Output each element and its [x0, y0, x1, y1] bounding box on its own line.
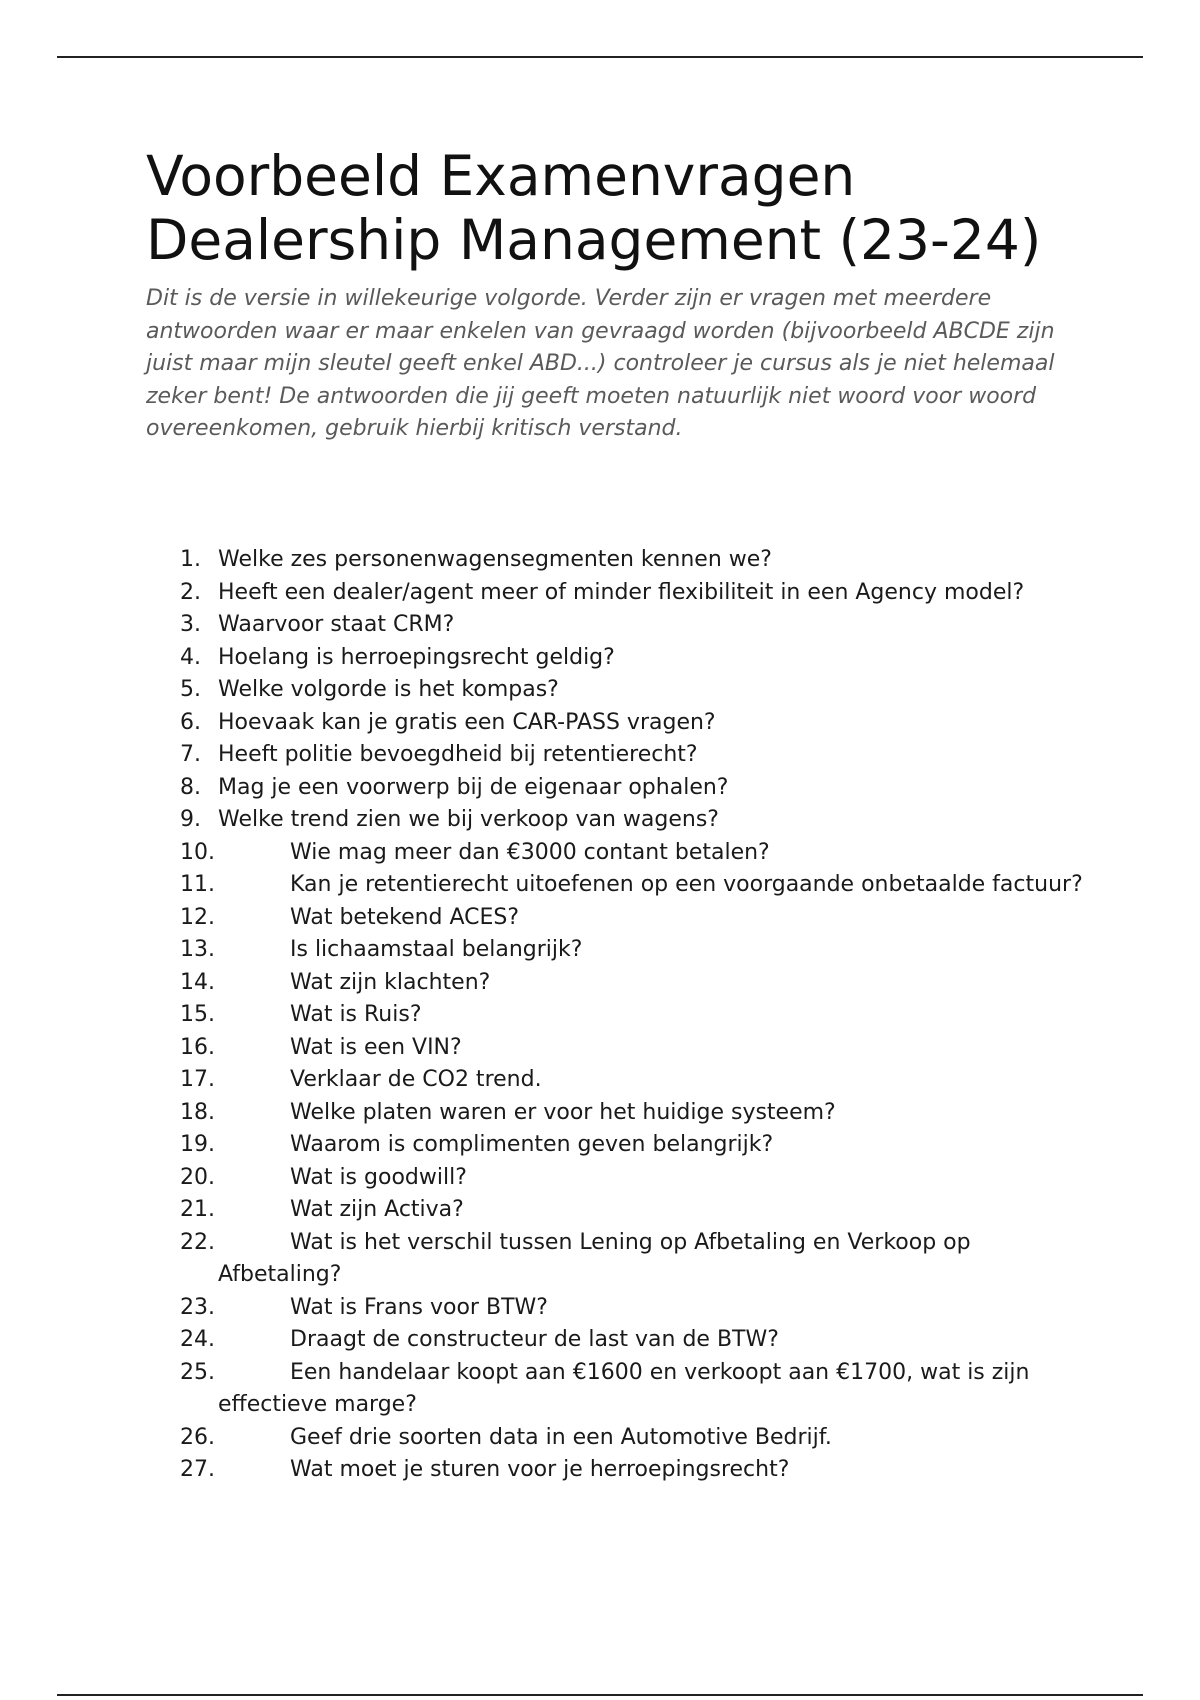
question-number: 8. — [180, 774, 201, 800]
question-text: Een handelaar koopt aan €1600 en verkoopt aan €1700, wat is zijn effectieve marge? — [218, 1359, 1030, 1417]
question-text: Wat is een VIN? — [290, 1034, 462, 1060]
question-number: 4. — [180, 644, 201, 670]
question-item — [146, 1357, 1086, 1422]
question-item — [146, 577, 1086, 610]
question-item — [146, 772, 1086, 805]
question-number: 2. — [180, 579, 201, 605]
question-number: 24. — [180, 1327, 215, 1352]
question-item — [146, 869, 1086, 902]
question-text: Waarvoor staat CRM? — [218, 612, 455, 637]
question-number: 13. — [180, 937, 215, 962]
bottom-rule — [57, 1694, 1143, 1696]
question-number: 1. — [180, 547, 201, 572]
page-title — [146, 144, 1126, 272]
question-text: Hoelang is herroepingsrecht geldig? — [218, 644, 615, 670]
question-text: Wat betekend ACES? — [290, 904, 520, 930]
question-item — [146, 1129, 1086, 1162]
title-line-1: Voorbeeld Examenvragen — [146, 144, 856, 208]
question-text: Wat is het verschil tussen Lening op Afbetaling en Verkoop op Afbetaling? — [218, 1229, 971, 1287]
question-text: Draagt de constructeur de last van de BTW? — [290, 1327, 779, 1352]
question-text: Wat is Ruis? — [290, 1002, 422, 1027]
question-item — [146, 1162, 1086, 1195]
question-item — [146, 544, 1086, 577]
question-number: 15. — [180, 1002, 215, 1027]
question-text: Geef drie soorten data in een Automotive Bedrijf. — [290, 1424, 832, 1450]
question-item — [146, 902, 1086, 935]
question-text: Welke zes personenwagensegmenten kennen we? — [218, 547, 772, 572]
question-number: 16. — [180, 1034, 215, 1060]
question-text: Wat is Frans voor BTW? — [290, 1294, 548, 1320]
question-number: 7. — [180, 742, 201, 767]
question-number: 12. — [180, 904, 215, 930]
question-item — [146, 804, 1086, 837]
question-text: Is lichaamstaal belangrijk? — [290, 937, 583, 962]
question-item — [146, 934, 1086, 967]
question-text: Wat zijn klachten? — [290, 969, 491, 995]
question-text: Welke platen waren er voor het huidige systeem? — [290, 1099, 836, 1125]
question-number: 21. — [180, 1197, 215, 1222]
title-line-2: Dealership Management (23-24) — [146, 208, 1042, 272]
question-number: 18. — [180, 1099, 215, 1125]
question-number: 19. — [180, 1132, 215, 1157]
question-number: 20. — [180, 1164, 215, 1190]
question-number: 11. — [180, 872, 215, 897]
question-text: Welke trend zien we bij verkoop van wagens? — [218, 807, 719, 832]
intro-paragraph: Dit is de versie in willekeurige volgorde. Verder zijn er vragen met meerdere antwoorden waar er maar enkelen van gevraagd worden (bijvoorbeeld ABCDE zijn juist maar mijn sleutel geeft enkel ABD...) controleer je cursus als je niet helemaal zeker bent! De antwoorden die jij geeft moeten natuurlijk niet woord voor woord overeenkomen, gebruik hierbij kritisch verstand. — [146, 286, 1055, 441]
question-list — [146, 544, 1086, 1487]
question-number: 23. — [180, 1294, 215, 1320]
question-number: 6. — [180, 709, 201, 735]
question-item — [146, 1032, 1086, 1065]
question-number: 27. — [180, 1457, 215, 1482]
question-text: Verklaar de CO2 trend. — [290, 1067, 542, 1092]
question-text: Wie mag meer dan €3000 contant betalen? — [290, 839, 770, 865]
question-number: 26. — [180, 1424, 215, 1450]
question-number: 25. — [180, 1359, 215, 1385]
question-item — [146, 1097, 1086, 1130]
question-item — [146, 1227, 1086, 1292]
question-item — [146, 1422, 1086, 1455]
question-number: 10. — [180, 839, 215, 865]
question-item — [146, 739, 1086, 772]
question-text: Wat zijn Activa? — [290, 1197, 464, 1222]
question-item — [146, 707, 1086, 740]
question-text: Wat moet je sturen voor je herroepingsrecht? — [290, 1457, 790, 1482]
question-item — [146, 609, 1086, 642]
question-item — [146, 1194, 1086, 1227]
top-rule — [57, 56, 1143, 58]
question-number: 14. — [180, 969, 215, 995]
question-item — [146, 1064, 1086, 1097]
question-item — [146, 999, 1086, 1032]
question-item — [146, 1454, 1086, 1487]
question-text: Heeft een dealer/agent meer of minder flexibiliteit in een Agency model? — [218, 579, 1025, 605]
question-number: 9. — [180, 807, 201, 832]
question-number: 5. — [180, 677, 201, 702]
question-number: 22. — [180, 1229, 215, 1255]
question-text: Kan je retentierecht uitoefenen op een voorgaande onbetaalde factuur? — [290, 872, 1083, 897]
question-item — [146, 967, 1086, 1000]
question-text: Waarom is complimenten geven belangrijk? — [290, 1132, 774, 1157]
question-text: Hoevaak kan je gratis een CAR-PASS vragen? — [218, 709, 716, 735]
question-text: Welke volgorde is het kompas? — [218, 677, 559, 702]
question-text: Wat is goodwill? — [290, 1164, 467, 1190]
question-item — [146, 674, 1086, 707]
question-text: Mag je een voorwerp bij de eigenaar ophalen? — [218, 774, 729, 800]
question-number: 17. — [180, 1067, 215, 1092]
question-item — [146, 642, 1086, 675]
question-number: 3. — [180, 612, 201, 637]
question-item — [146, 837, 1086, 870]
question-item — [146, 1292, 1086, 1325]
question-item — [146, 1324, 1086, 1357]
question-text: Heeft politie bevoegdheid bij retentierecht? — [218, 742, 698, 767]
